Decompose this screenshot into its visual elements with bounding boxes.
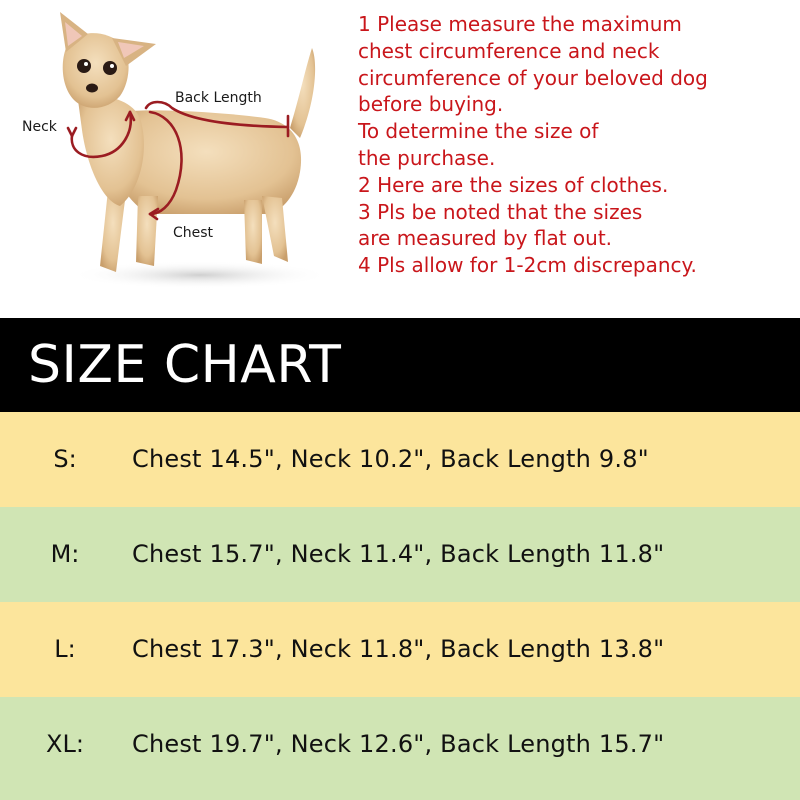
page-title: SIZE CHART bbox=[28, 335, 342, 395]
size-label: L: bbox=[54, 635, 76, 663]
size-row-xl bbox=[0, 697, 800, 800]
size-label: XL: bbox=[46, 730, 84, 758]
size-measurements: Chest 14.5", Neck 10.2", Back Length 9.8" bbox=[132, 445, 649, 473]
size-label: M: bbox=[50, 540, 80, 568]
size-chart-header bbox=[0, 318, 800, 412]
size-row-s bbox=[0, 412, 800, 507]
instruction-item: 2 Here are the sizes of clothes. bbox=[358, 172, 669, 197]
dog-measurement-diagram bbox=[0, 0, 350, 318]
neck-label: Neck bbox=[22, 119, 57, 135]
measurement-guide bbox=[0, 0, 800, 318]
size-row-m bbox=[0, 507, 800, 602]
size-measurements: Chest 17.3", Neck 11.8", Back Length 13.8" bbox=[132, 635, 665, 663]
size-label: S: bbox=[53, 445, 77, 473]
measuring-instructions bbox=[358, 11, 798, 279]
size-measurements: Chest 15.7", Neck 11.4", Back Length 11.8" bbox=[132, 540, 665, 568]
size-measurements: Chest 19.7", Neck 12.6", Back Length 15.7" bbox=[132, 730, 665, 758]
instruction-item: 4 Pls allow for 1-2cm discrepancy. bbox=[358, 253, 697, 278]
chest-label: Chest bbox=[173, 225, 214, 241]
back-length-label: Back Length bbox=[175, 90, 262, 106]
instruction-item: 3 Pls be noted that the sizes are measured by flat out. bbox=[358, 199, 643, 251]
size-row-l bbox=[0, 602, 800, 697]
instruction-item: 1 Please measure the maximum chest circumference and neck circumference of your beloved dog before buying. To determine the size of the purchase. bbox=[358, 12, 708, 170]
